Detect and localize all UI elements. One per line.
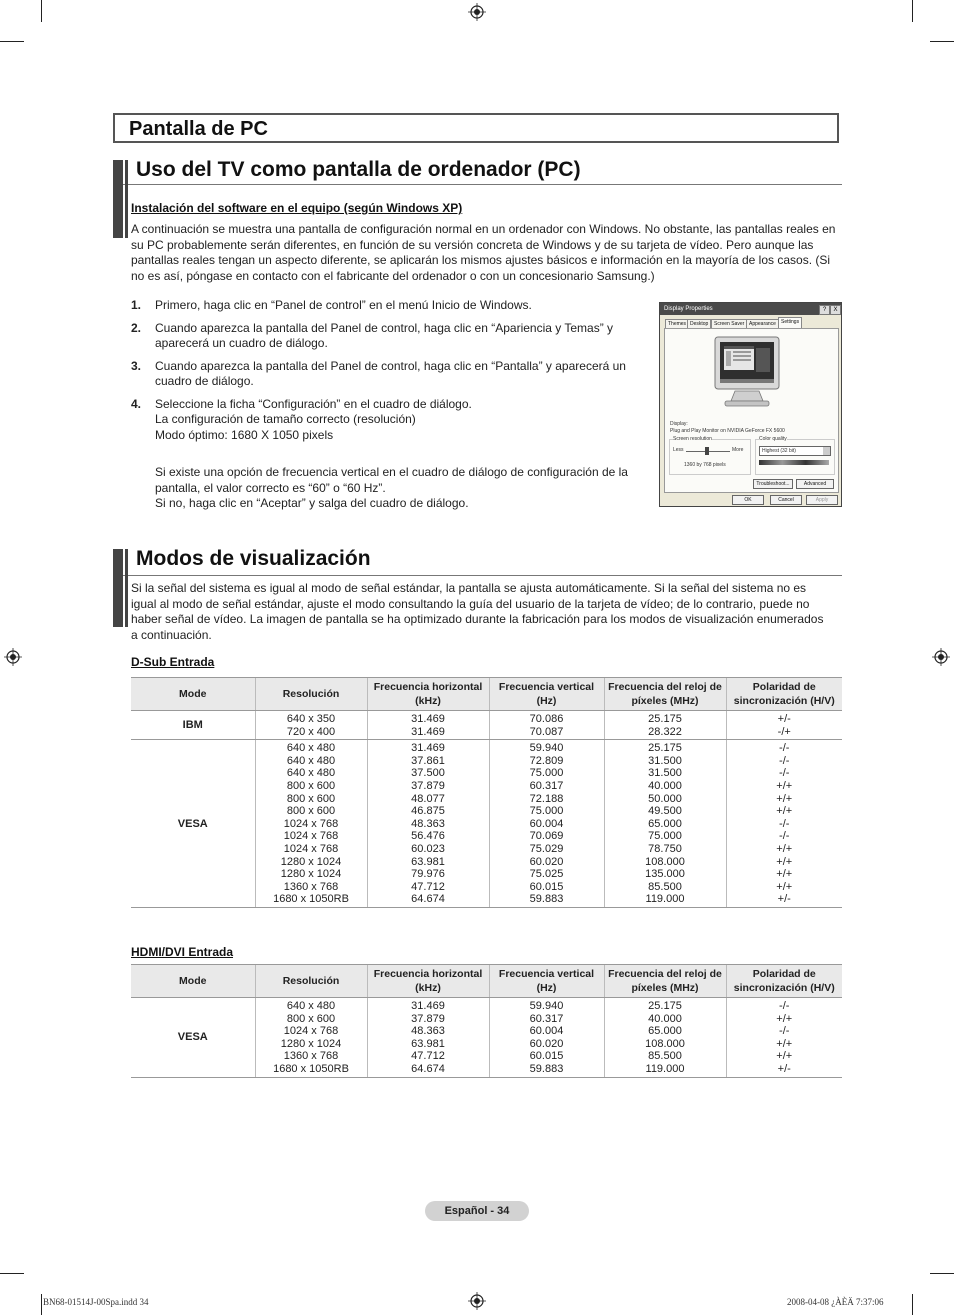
pol-value: +/+ bbox=[776, 842, 793, 855]
table-header-row bbox=[131, 678, 842, 711]
pol-cell bbox=[726, 711, 842, 740]
step-text: Seleccione la ficha “Configuración” en el cuadro de diálogo. bbox=[155, 396, 472, 411]
pol-value: +/+ bbox=[776, 792, 793, 805]
settings-panel bbox=[664, 328, 839, 493]
clock-value: 50.000 bbox=[648, 792, 682, 805]
footer-timestamp: 2008-04-08 ¿ÀÈÄ 7:37:06 bbox=[787, 1297, 884, 1307]
step-text: Cuando aparezca la pantalla del Panel de control, haga clic en “Apariencia y Temas” y aparecerá un cuadro de diálogo. bbox=[155, 320, 614, 350]
troubleshoot-button[interactable]: Troubleshoot... bbox=[753, 479, 793, 489]
res-value: 720 x 400 bbox=[286, 725, 336, 738]
clock-value: 135.000 bbox=[645, 868, 685, 881]
pol-value: -/+ bbox=[777, 725, 791, 738]
clock-value: 49.500 bbox=[648, 805, 682, 818]
table-row bbox=[131, 711, 842, 740]
pol-value: +/+ bbox=[776, 1037, 793, 1050]
heading-side-bar bbox=[125, 160, 128, 238]
hfreq-value: 60.023 bbox=[411, 842, 445, 855]
step-item bbox=[131, 359, 665, 390]
res-value: 640 x 350 bbox=[286, 713, 336, 725]
res-value: 1360 x 768 bbox=[283, 1050, 339, 1063]
step-text: Primero, haga clic en “Panel de control” en el menú Inicio de Windows. bbox=[155, 298, 532, 312]
res-value: 1280 x 1024 bbox=[280, 1037, 342, 1050]
hfreq-value: 37.879 bbox=[411, 779, 445, 792]
pol-value: +/- bbox=[777, 1062, 791, 1075]
clock-value: 108.000 bbox=[645, 1037, 685, 1050]
hdmi-table-body bbox=[131, 998, 842, 1078]
res-value: 1024 x 768 bbox=[283, 1025, 339, 1038]
hfreq-value: 37.500 bbox=[411, 767, 445, 780]
step-number: 3. bbox=[131, 358, 142, 373]
chevron-down-icon bbox=[823, 447, 830, 455]
res-value: 640 x 480 bbox=[286, 754, 336, 767]
hfreq-value: 31.469 bbox=[411, 713, 445, 725]
table-header-row bbox=[131, 965, 842, 998]
header-cell: Frecuencia del reloj de píxeles (MHz) bbox=[604, 678, 726, 711]
clock-value: 25.175 bbox=[648, 1000, 682, 1012]
heading-text: Modos de visualización bbox=[136, 547, 371, 570]
res-value: 800 x 600 bbox=[286, 792, 336, 805]
vfreq-value: 60.020 bbox=[529, 1037, 564, 1050]
heading-pc-display bbox=[113, 160, 842, 185]
hfreq-value: 79.976 bbox=[411, 868, 445, 881]
dialog-title: Display Properties bbox=[664, 306, 713, 312]
vfreq-value: 70.069 bbox=[529, 830, 564, 843]
pol-cell bbox=[726, 998, 842, 1078]
step-item bbox=[131, 321, 655, 352]
res-cell bbox=[255, 711, 367, 740]
vfreq-value: 60.004 bbox=[529, 817, 564, 830]
hfreq-value: 48.077 bbox=[411, 792, 445, 805]
res-value: 800 x 600 bbox=[286, 779, 336, 792]
color-quality-label: Color quality bbox=[759, 436, 787, 442]
clock-cell bbox=[604, 998, 726, 1078]
install-subtitle: Instalación del software en el equipo (según Windows XP) bbox=[131, 201, 463, 215]
help-button[interactable]: ? bbox=[819, 305, 830, 315]
clock-value: 65.000 bbox=[648, 817, 682, 830]
crop-mark bbox=[41, 1294, 42, 1315]
advanced-button[interactable]: Advanced bbox=[796, 479, 834, 489]
vfreq-value: 60.020 bbox=[529, 855, 564, 868]
registration-mark-icon bbox=[932, 648, 950, 666]
crop-mark bbox=[0, 1273, 24, 1274]
heading-text: Uso del TV como pantalla de ordenador (PC) bbox=[136, 158, 581, 181]
hfreq-value: 64.674 bbox=[411, 893, 445, 906]
mode-cell: VESA bbox=[131, 740, 255, 908]
tab-settings[interactable]: Settings bbox=[778, 317, 802, 329]
hfreq-value: 48.363 bbox=[411, 817, 445, 830]
header-cell: Resolución bbox=[255, 965, 367, 998]
header-cell: Frecuencia horizontal (kHz) bbox=[367, 678, 489, 711]
header-cell: Frecuencia horizontal (kHz) bbox=[367, 965, 489, 998]
step-number: 4. bbox=[131, 396, 142, 411]
vfreq-value: 70.087 bbox=[529, 725, 564, 738]
vfreq-value: 72.809 bbox=[529, 754, 564, 767]
less-label: Less bbox=[673, 447, 684, 453]
res-value: 1280 x 1024 bbox=[280, 868, 342, 881]
section-title: Pantalla de PC bbox=[129, 118, 268, 140]
clock-value: 31.500 bbox=[648, 754, 682, 767]
apply-button[interactable]: Apply bbox=[806, 495, 838, 505]
step-item bbox=[131, 397, 651, 512]
step-number: 1. bbox=[131, 298, 142, 312]
color-quality-value: Highest (32 bit) bbox=[762, 448, 796, 454]
resolution-slider-handle[interactable] bbox=[705, 447, 709, 455]
close-button[interactable]: X bbox=[830, 305, 841, 315]
pol-value: +/+ bbox=[776, 1050, 793, 1063]
pol-value: -/- bbox=[779, 754, 790, 767]
hfreq-value: 37.879 bbox=[411, 1012, 445, 1025]
tab-themes[interactable]: Themes bbox=[665, 319, 689, 330]
res-cell bbox=[255, 998, 367, 1078]
heading-side-bar bbox=[125, 549, 128, 627]
hfreq-value: 31.469 bbox=[411, 742, 445, 755]
step-text: Modo óptimo: 1680 X 1050 pixels bbox=[155, 427, 334, 442]
pol-value: +/- bbox=[777, 713, 791, 725]
step-note: Si no, haga clic en “Aceptar” y salga del cuadro de diálogo. bbox=[155, 496, 469, 510]
crop-mark bbox=[912, 0, 913, 22]
mode-cell: IBM bbox=[131, 711, 255, 740]
clock-value: 25.175 bbox=[648, 713, 682, 725]
pol-value: +/+ bbox=[776, 868, 793, 881]
crop-mark bbox=[0, 41, 24, 42]
hfreq-value: 56.476 bbox=[411, 830, 445, 843]
mode-cell: VESA bbox=[131, 998, 255, 1078]
clock-value: 75.000 bbox=[648, 830, 682, 843]
crop-mark bbox=[930, 41, 954, 42]
clock-value: 119.000 bbox=[645, 1062, 685, 1075]
header-cell: Resolución bbox=[255, 678, 367, 711]
dsub-modes-table bbox=[131, 677, 842, 908]
clock-value: 119.000 bbox=[645, 893, 685, 906]
steps-list bbox=[131, 298, 651, 519]
vfreq-value: 60.317 bbox=[529, 779, 564, 792]
intro-paragraph: A continuación se muestra una pantalla de configuración normal en un ordenador con Windows. No obstante, las pantallas reales en su PC probablemente serán diferentes, en función de su versión concreta de Windows y de su tarjeta de vídeo. Pero aunque las pantallas reales tengan un aspecto diferente, se aplicarán los mismos ajustes básicos e información en la mayoría de los casos. (Si no es así, póngase en contacto con el fabricante del ordenador o con un concesionario Samsung.) bbox=[131, 222, 836, 283]
pol-value: -/- bbox=[779, 767, 790, 780]
vfreq-value: 75.025 bbox=[529, 868, 564, 881]
step-note: Si existe una opción de frecuencia vertical en el cuadro de diálogo de configuración de la pantalla, el valor correcto es “60” o “60 Hz”. bbox=[155, 465, 628, 495]
pol-value: +/+ bbox=[776, 779, 793, 792]
table-row bbox=[131, 740, 842, 908]
vfreq-value: 59.940 bbox=[529, 742, 564, 755]
clock-value: 40.000 bbox=[648, 779, 682, 792]
registration-mark-icon bbox=[468, 3, 486, 21]
crop-mark bbox=[41, 0, 42, 22]
vfreq-value: 75.000 bbox=[529, 805, 564, 818]
vfreq-value: 59.940 bbox=[529, 1000, 564, 1012]
heading-display-modes bbox=[113, 549, 842, 576]
vfreq-value: 60.004 bbox=[529, 1025, 564, 1038]
section-title-box bbox=[113, 113, 839, 143]
pol-value: +/+ bbox=[776, 855, 793, 868]
color-bar bbox=[759, 460, 829, 465]
clock-cell bbox=[604, 711, 726, 740]
hfreq-value: 31.469 bbox=[411, 725, 445, 738]
resolution-group bbox=[669, 436, 751, 475]
hfreq-value: 47.712 bbox=[411, 1050, 445, 1063]
vfreq-value: 59.883 bbox=[529, 893, 564, 906]
color-quality-select[interactable] bbox=[759, 446, 831, 456]
res-value: 1024 x 768 bbox=[283, 830, 339, 843]
res-value: 640 x 480 bbox=[286, 742, 336, 755]
res-value: 1280 x 1024 bbox=[280, 855, 342, 868]
dsub-title: D-Sub Entrada bbox=[131, 655, 215, 669]
step-text: La configuración de tamaño correcto (resolución) bbox=[155, 412, 416, 426]
pol-cell bbox=[726, 740, 842, 908]
heading-side-bar bbox=[113, 160, 123, 238]
hdmi-modes-table bbox=[131, 964, 842, 1078]
pol-value: -/- bbox=[779, 1000, 790, 1012]
clock-cell bbox=[604, 740, 726, 908]
pol-value: +/- bbox=[777, 893, 791, 906]
resolution-label: Screen resolution bbox=[673, 436, 712, 442]
pol-value: -/- bbox=[779, 817, 790, 830]
resolution-value: 1360 by 768 pixels bbox=[684, 462, 726, 468]
step-item bbox=[131, 298, 651, 314]
footer-filename: BN68-01514J-00Spa.indd 34 bbox=[43, 1297, 149, 1307]
res-value: 1024 x 768 bbox=[283, 817, 339, 830]
registration-mark-icon bbox=[4, 648, 22, 666]
vfreq-value: 60.015 bbox=[529, 1050, 564, 1063]
crop-mark bbox=[912, 1294, 913, 1315]
res-cell bbox=[255, 740, 367, 908]
vfreq-value: 59.883 bbox=[529, 1062, 564, 1075]
vfreq-value: 60.015 bbox=[529, 880, 564, 893]
tab-screen-saver[interactable]: Screen Saver bbox=[711, 319, 747, 330]
table-row bbox=[131, 998, 842, 1078]
display-properties-dialog bbox=[659, 302, 842, 507]
dsub-table-body bbox=[131, 711, 842, 908]
dialog-titlebar bbox=[660, 303, 841, 315]
hfreq-cell bbox=[367, 711, 489, 740]
heading-side-bar bbox=[113, 549, 123, 627]
header-cell: Polaridad de sincronización (H/V) bbox=[726, 678, 842, 711]
tab-desktop[interactable]: Desktop bbox=[687, 319, 711, 330]
modes-paragraph: Si la señal del sistema es igual al modo de señal estándar, la pantalla se ajusta automáticamente. Si la señal del sistema no es igual al modo de señal estándar, ajuste el modo consultando la guía del usuario de la tarjeta de vídeo; de lo contrario, puede no haber señal de vídeo. La imagen de pantalla se ha optimizado durante la fabricación para los modos de visualización enumerados a continuación. bbox=[131, 581, 824, 642]
pol-value: -/- bbox=[779, 830, 790, 843]
display-value: Plug and Play Monitor on NVIDIA GeForce FX 5600 bbox=[670, 428, 785, 434]
hfreq-cell bbox=[367, 998, 489, 1078]
vfreq-value: 70.086 bbox=[529, 713, 564, 725]
clock-value: 31.500 bbox=[648, 767, 682, 780]
clock-value: 78.750 bbox=[648, 842, 682, 855]
pol-value: +/+ bbox=[776, 880, 793, 893]
res-value: 1360 x 768 bbox=[283, 880, 339, 893]
hfreq-value: 47.712 bbox=[411, 880, 445, 893]
pol-value: -/- bbox=[779, 742, 790, 755]
clock-value: 108.000 bbox=[645, 855, 685, 868]
step-text: Cuando aparezca la pantalla del Panel de control, haga clic en “Pantalla” y aparecerá un cuadro de diálogo. bbox=[155, 358, 626, 388]
hfreq-value: 64.674 bbox=[411, 1062, 445, 1075]
vfreq-value: 60.317 bbox=[529, 1012, 564, 1025]
res-value: 1024 x 768 bbox=[283, 842, 339, 855]
res-value: 1680 x 1050RB bbox=[273, 893, 349, 906]
registration-mark-icon bbox=[468, 1292, 486, 1310]
res-value: 640 x 480 bbox=[286, 1000, 336, 1012]
hfreq-value: 63.981 bbox=[411, 855, 445, 868]
res-value: 1680 x 1050RB bbox=[273, 1062, 349, 1075]
header-cell: Frecuencia del reloj de píxeles (MHz) bbox=[604, 965, 726, 998]
crop-mark bbox=[930, 1273, 954, 1274]
color-quality-group bbox=[755, 436, 835, 475]
vfreq-cell bbox=[489, 998, 604, 1078]
hfreq-value: 63.981 bbox=[411, 1037, 445, 1050]
vfreq-value: 75.000 bbox=[529, 767, 564, 780]
res-value: 800 x 600 bbox=[286, 1012, 336, 1025]
pol-value: +/+ bbox=[776, 805, 793, 818]
hfreq-value: 37.861 bbox=[411, 754, 445, 767]
hfreq-value: 48.363 bbox=[411, 1025, 445, 1038]
hfreq-cell bbox=[367, 740, 489, 908]
header-cell: Frecuencia vertical (Hz) bbox=[489, 678, 604, 711]
hfreq-value: 46.875 bbox=[411, 805, 445, 818]
res-value: 640 x 480 bbox=[286, 767, 336, 780]
res-value: 800 x 600 bbox=[286, 805, 336, 818]
cancel-button[interactable]: Cancel bbox=[770, 495, 802, 505]
ok-button[interactable]: OK bbox=[732, 495, 764, 505]
monitor-icon bbox=[711, 335, 783, 413]
vfreq-value: 75.029 bbox=[529, 842, 564, 855]
hdmi-title: HDMI/DVI Entrada bbox=[131, 945, 234, 959]
clock-value: 40.000 bbox=[648, 1012, 682, 1025]
pol-value: +/+ bbox=[776, 1012, 793, 1025]
vfreq-value: 72.188 bbox=[529, 792, 564, 805]
vfreq-cell bbox=[489, 711, 604, 740]
header-cell: Mode bbox=[131, 678, 255, 711]
header-cell: Frecuencia vertical (Hz) bbox=[489, 965, 604, 998]
header-cell: Polaridad de sincronización (H/V) bbox=[726, 965, 842, 998]
page-number-badge: Español - 34 bbox=[425, 1201, 529, 1221]
step-number: 2. bbox=[131, 320, 142, 335]
hfreq-value: 31.469 bbox=[411, 1000, 445, 1012]
header-cell: Mode bbox=[131, 965, 255, 998]
clock-value: 85.500 bbox=[648, 1050, 682, 1063]
vfreq-cell bbox=[489, 740, 604, 908]
display-label: Display: bbox=[670, 421, 688, 427]
pol-value: -/- bbox=[779, 1025, 790, 1038]
clock-value: 65.000 bbox=[648, 1025, 682, 1038]
tab-appearance[interactable]: Appearance bbox=[746, 319, 779, 330]
clock-value: 28.322 bbox=[648, 725, 682, 738]
clock-value: 85.500 bbox=[648, 880, 682, 893]
clock-value: 25.175 bbox=[648, 742, 682, 755]
more-label: More bbox=[732, 447, 744, 453]
